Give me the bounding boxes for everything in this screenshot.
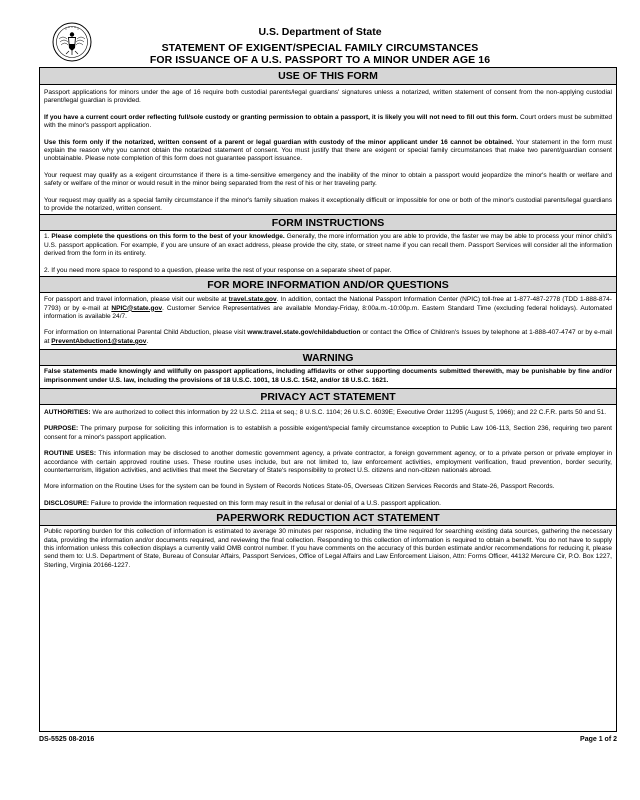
use-paragraph-3: Use this form only if the notarized, written consent of a parent or legal guardian with custody of the minor applicant under 16 cannot be obtained. Your statement in the form must explain the reason why you cannot obtain the notarized statement of consent. You must justify that there are exigent or special family circumstances that make two parent/guardian consent unobtainable. Please note completion of this form does not guarantee passport issuance. [44,138,612,163]
section-warning [40,368,616,385]
form-number: DS-5525 08-2016 [39,736,95,743]
section-use [40,89,616,213]
section-heading-paperwork: PAPERWORK REDUCTION ACT STATEMENT [40,509,616,526]
form-title-line2: FOR ISSUANCE OF A U.S. PASSPORT TO A MINOR UNDER AGE 16 [149,54,491,66]
form-title-line1: STATEMENT OF EXIGENT/SPECIAL FAMILY CIRCUMSTANCES [161,42,479,54]
section-instructions [40,233,616,275]
use-paragraph-4: Your request may qualify as a exigent circumstance if there is a time-sensitive emergency and the inability of the minor to obtain a passport would jeopardize the minor's health or welfare and safety or welfare of the minor or would result in the minor being separated from the rest of his or her traveling party. [44,171,612,188]
paperwork-text: Public reporting burden for this collection of information is estimated to average 30 minutes per response, including the time required for searching existing data sources, gathering the necessary data, providing the information and/or documents required, and reviewing the final collection. Responding to this collection of information is required to obtain a benefit. You do not have to supply this information unless this collection displays a currently valid OMB control number. If you have comments on the accuracy of this burden estimate and/or recommendations for reducing it, please send them to: U.S. Department of State, Bureau of Consular Affairs, Passport Services, Office of Legal Affairs and Law Enforcement Liaison, Attn: Forms Officer, 44132 Mercure Cir, P.O. Box 1227, Sterling, Virginia 20166-1227. [44,528,612,569]
privacy-routine-uses: ROUTINE USES: This information may be disclosed to another domestic government agency, a private contractor, a foreign government agency, or to a private person or private employer in accordance with certain approved routine uses. These routine uses include, but are not limited to, law enforcement activities, employment verification, fraud prevention, border security, counterterrorism, litigation activities, and activities that meet the Secretary of State's responsibility to protect U.S. citizens and non-citizen nationals abroad. [44,450,612,474]
more-info-paragraph-2: For information on International Parental Child Abduction, please visit www.travel.state.gov/childabduction or contact the Office of Children's Issues by telephone at 1-888-407-4747 or by e-mail at PreventAbduction1@state.gov. [44,329,612,345]
use-paragraph-2: If you have a current court order reflecting full/sole custody or granting permission to obtain a passport, it is likely you will not need to fill out this form. Court orders must be submitted with the minor's passport application. [44,113,613,130]
use-paragraph-5: Your request may qualify as a special family circumstance if the minor's family situation makes it exceptionally difficult or impossible for one or both of the minor's custodial parents/legal guardians to provide the notarized, written consent. [44,196,612,213]
page-number: Page 1 of 2 [580,736,617,743]
section-heading-instructions: FORM INSTRUCTIONS [40,214,616,231]
travel-state-gov-link[interactable]: travel.state.gov [228,296,277,304]
warning-text: False statements made knowingly and willfully on passport applications, including affidavits or other supporting documents submitted therewith, may be punishable by fine and/or imprisonment under U.S. law, including the provisions of 18 U.S.C. 1001, 18 U.S.C. 1542, and/or 18 U.S.C. 1621. [44,368,612,384]
section-privacy [40,409,616,508]
section-more-info [40,296,616,346]
use-paragraph-1: Passport applications for minors under the age of 16 require both custodial parents/legal guardians' signatures unless a notarized, written statement of consent from the non-applying custodial parent/legal guardian is provided. [44,89,612,105]
instruction-1: 1. Please complete the questions on this form to the best of your knowledge. Generally, the more information you are able to provide, the faster we may be able to process your minor child's U.S. passport application. For example, if you are unsure of an exact address, please provide the city, state, or street name if you can recall them. Passport Services will consider all the information derived from the form in its entirety. [44,233,612,258]
privacy-purpose: PURPOSE: The primary purpose for soliciting this information is to establish a possible exigent/special family circumstance exception to Public Law 106-113, Section 236, requiring two parent consent for a minor's passport application. [44,425,612,441]
section-heading-use: USE OF THIS FORM [40,68,616,85]
instruction-2: 2. If you need more space to respond to a question, please write the rest of your response on a separate sheet of paper. [44,266,392,274]
child-abduction-link[interactable]: www.travel.state.gov/childabduction [247,329,361,337]
privacy-more-info: More information on the Routine Uses for the system can be found in System of Records Notices State-05, Overseas Citizen Services Records and State-26, Passport Records. [44,483,555,491]
npic-email-link[interactable]: NPIC@state.gov [111,304,163,312]
department-name: U.S. Department of State [258,26,382,38]
form-header [0,0,640,70]
section-heading-more-info: FOR MORE INFORMATION AND/OR QUESTIONS [40,276,616,293]
more-info-paragraph-1: For passport and travel information, please visit our website at travel.state.gov. In addition, contact the National Passport Information Center (NPIC) toll-free at 1-877-487-2778 (TDD 1-888-874-7793) or by e-mail at NPIC@state.gov. Customer Service Representatives are available Monday-Friday, 8:00a.m.-10:00p.m. Eastern Standard Time (excluding federal holidays). Automated information is available 24/7. [44,296,612,320]
section-heading-privacy: PRIVACY ACT STATEMENT [40,388,616,405]
section-heading-warning: WARNING [40,349,616,366]
form-body [39,67,617,732]
prevent-abduction-email-link[interactable]: PreventAbduction1@state.gov [51,337,147,345]
privacy-authorities: AUTHORITIES: We are authorized to collect this information by 22 U.S.C. 211a et seq.; 8 U.S.C. 1104; 26 U.S.C. 6039E; Executive Order 11295 (August 5, 1966); and 22 C.F.R. parts 50 and 51. [44,408,607,416]
section-paperwork [40,528,616,570]
privacy-disclosure: DISCLOSURE: Failure to provide the information requested on this form may result in the refusal or denial of a U.S. passport application. [44,499,442,507]
